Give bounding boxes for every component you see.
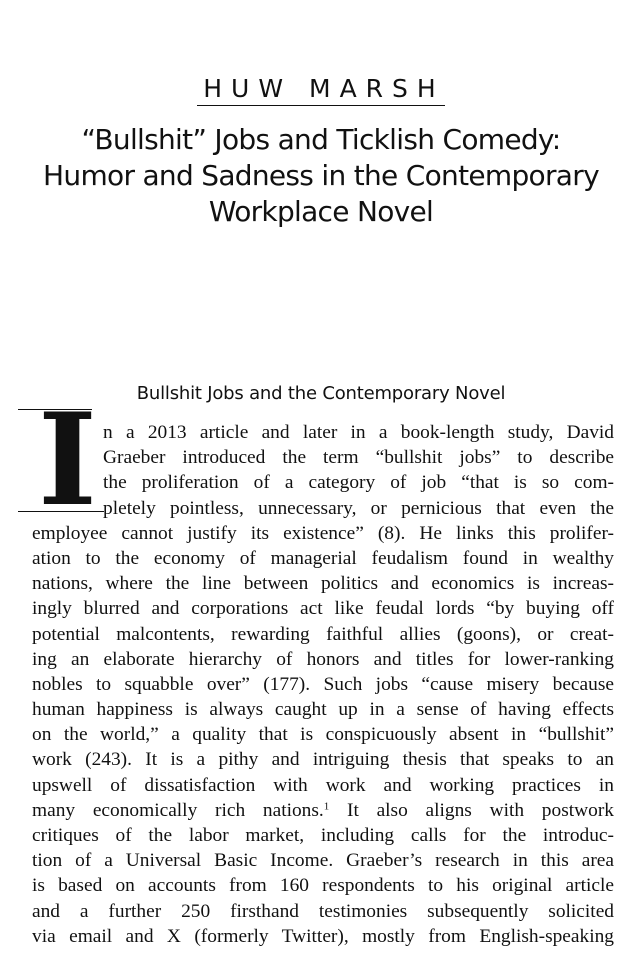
text-line: ingly blurred and corporations act like feudal lords “by buying off: [32, 598, 614, 620]
body-paragraph: [32, 420, 614, 949]
text-line: n a 2013 article and later in a book-length study, David: [103, 422, 614, 443]
text-line: and a further 250 firsthand testimonies subsequently solicited: [32, 900, 614, 922]
text-line: Graeber introduced the term “bullshit jobs” to describe: [103, 447, 614, 469]
text-line: ation to the economy of managerial feudalism found in wealthy: [32, 547, 614, 569]
text-line: potential malcontents, rewarding faithful allies (goons), or creat-: [32, 623, 614, 645]
text-line: upswell of dissatisfaction with work and working practices in: [32, 774, 614, 796]
title-line: “Bullshit” Jobs and Ticklish Comedy:: [81, 123, 561, 156]
text-line: pletely pointless, unnecessary, or pernicious that even the: [103, 497, 614, 519]
text-line: tion of a Universal Basic Income. Graeber’s research in this area: [32, 850, 614, 872]
text-segment: many economically rich nations.: [32, 799, 324, 821]
text-line: on the world,” a quality that is conspicuously absent in “bullshit”: [32, 724, 614, 746]
text-line: ing an elaborate hierarchy of honors and titles for lower-ranking: [32, 648, 614, 670]
text-line: critiques of the labor market, including calls for the introduc-: [32, 825, 614, 846]
author-block: [0, 74, 642, 106]
text-segment: It also aligns with postwork: [329, 799, 614, 821]
text-line: nobles to squabble over” (177). Such jobs “cause misery because: [32, 673, 614, 695]
footnote-marker[interactable]: 1: [323, 800, 330, 813]
title-line: Workplace Novel: [208, 195, 434, 228]
text-line: via email and X (formerly Twitter), mostly from English-speaking: [32, 925, 614, 947]
text-line: is based on accounts from 160 respondents to his original article: [32, 875, 614, 897]
text-line: employee cannot justify its existence” (8). He links this prolifer-: [32, 522, 614, 544]
author-name: HUW MARSH: [197, 74, 444, 106]
text-line-with-footnote: [32, 798, 614, 823]
text-line: nations, where the line between politics and economics is increas-: [32, 573, 614, 595]
text-line: human happiness is always caught up in a sense of having effects: [32, 699, 614, 721]
text-line: work (243). It is a pithy and intriguing thesis that speaks to an: [32, 749, 614, 771]
drop-cap: I: [38, 386, 97, 534]
text-line: the proliferation of a category of job “that is so com-: [103, 472, 614, 494]
article-title: [20, 122, 622, 230]
title-line: Humor and Sadness in the Contemporary: [43, 159, 599, 192]
section-heading: Bullshit Jobs and the Contemporary Novel: [136, 383, 506, 404]
